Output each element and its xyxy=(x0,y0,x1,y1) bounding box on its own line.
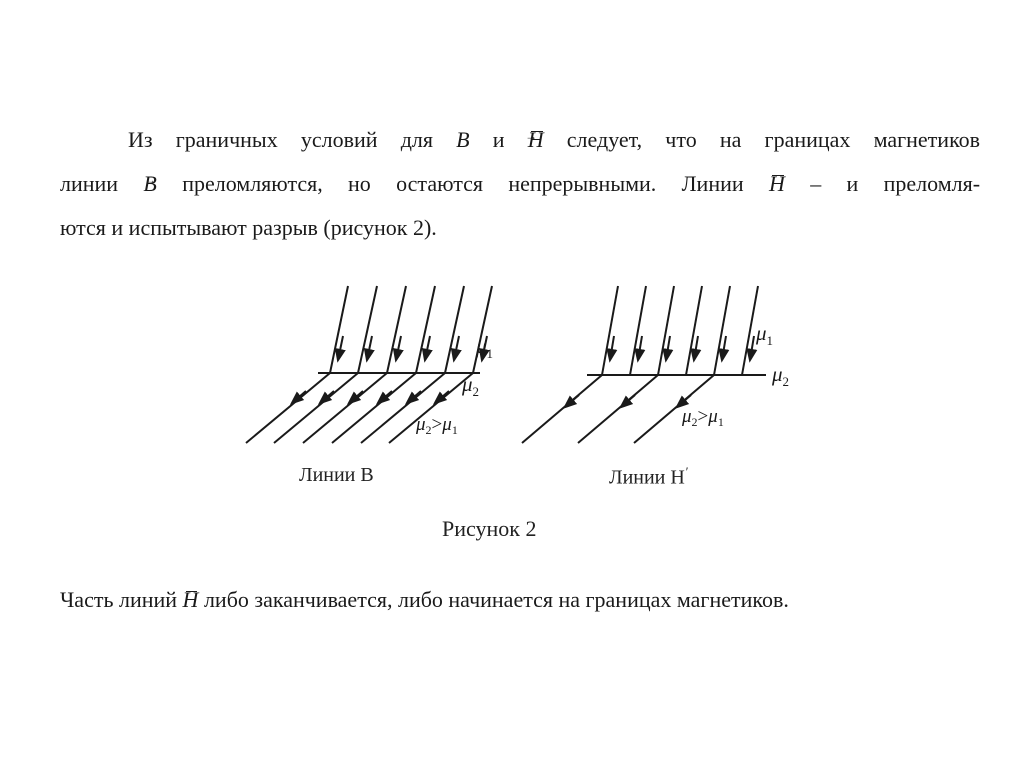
text-fragment: следует, что на границах магнетиков xyxy=(566,127,981,152)
arrow-icon xyxy=(694,336,698,360)
text-fragment: Часть линий xyxy=(60,587,178,612)
prime-mark: ′ xyxy=(684,464,688,479)
vector-b-symbol: → B xyxy=(456,127,469,152)
arrow-icon xyxy=(565,395,579,407)
arrow-icon xyxy=(349,391,363,403)
incident-line xyxy=(714,286,730,375)
arrow-icon xyxy=(407,391,421,403)
paragraph-boundary-conditions xyxy=(60,118,980,250)
vector-h-symbol: H xyxy=(527,127,544,152)
mu1-label: $\mu_1$ xyxy=(756,321,774,348)
text-fragment: либо заканчивается, либо начинается на границах магнетиков. xyxy=(203,587,789,612)
paragraph-h-lines xyxy=(60,578,980,622)
figure-caption: Рисунок 2 xyxy=(442,516,537,541)
arrow-icon xyxy=(338,336,343,360)
mu-relation-label: $\mu_2>\mu_1$ xyxy=(416,414,458,437)
vector-h-symbol: H xyxy=(182,587,199,612)
arrow-icon xyxy=(750,336,754,360)
arrow-icon xyxy=(454,336,459,360)
incident-line xyxy=(630,286,646,375)
right-diagram-caption xyxy=(609,464,688,490)
right-diagram-caption-text: Линии H xyxy=(609,466,685,489)
arrow-icon xyxy=(666,336,670,360)
right-diagram-h-lines xyxy=(522,286,766,443)
vector-b-symbol: → B xyxy=(143,171,156,196)
incident-line xyxy=(686,286,702,375)
mu1-label: $\mu_1$ xyxy=(476,334,494,361)
arrow-icon xyxy=(425,336,430,360)
arrow-icon xyxy=(638,336,642,360)
text-fragment: линии xyxy=(60,171,119,196)
left-diagram-caption: Линии B xyxy=(299,464,374,486)
arrow-icon xyxy=(378,391,392,403)
mu-relation-label: $\mu_2>\mu_1$ xyxy=(682,406,724,429)
incident-line xyxy=(602,286,618,375)
arrow-icon xyxy=(621,395,635,407)
paragraph-line-2 xyxy=(60,162,980,206)
arrow-icon xyxy=(396,336,401,360)
incident-line xyxy=(658,286,674,375)
arrow-icon xyxy=(610,336,614,360)
text-fragment: – и преломля- xyxy=(810,171,981,196)
vector-h-symbol: H xyxy=(768,171,785,196)
arrow-icon xyxy=(435,391,449,403)
text-fragment: и xyxy=(492,127,505,152)
mu2-label: $\mu_2$ xyxy=(772,362,790,389)
arrow-icon xyxy=(367,336,372,360)
mu2-label: $\mu_2$ xyxy=(462,372,480,399)
text-fragment: преломляются, но остаются непрерывными. Линии xyxy=(182,171,744,196)
arrow-icon xyxy=(292,391,306,403)
paragraph-line-3: ются и испытывают разрыв (рисунок 2). xyxy=(60,215,437,240)
arrow-icon xyxy=(320,391,334,403)
paragraph-line-1 xyxy=(60,118,980,162)
left-diagram-b-lines xyxy=(246,286,492,443)
text-fragment: Из граничных условий для xyxy=(128,127,433,152)
arrow-icon xyxy=(722,336,726,360)
